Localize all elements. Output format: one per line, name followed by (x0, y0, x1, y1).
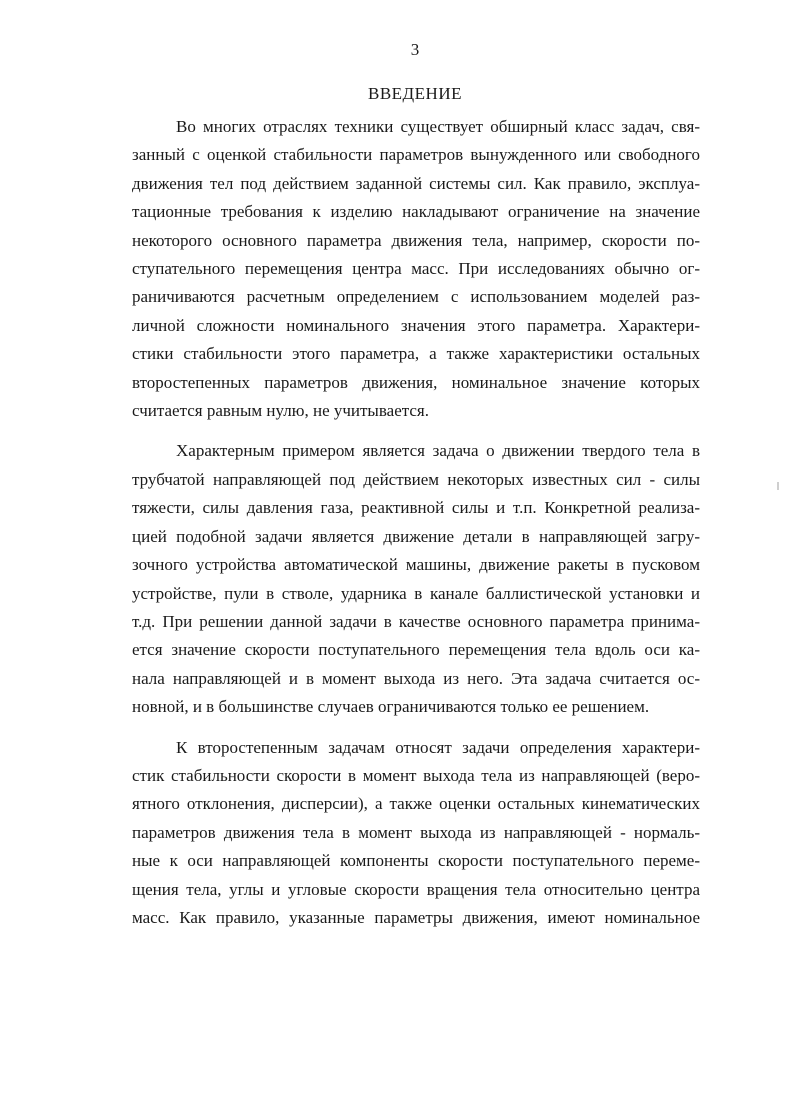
text-line: трубчатой направляющей под действием некоторых известных сил - силы (132, 469, 700, 489)
text-line: считается равным нулю, не учитывается. (132, 401, 430, 421)
text-line: Характерным примером является задача о движении твердого тела в (176, 441, 700, 461)
text-line: тационные требования к изделию накладывают ограничение на значение (132, 202, 700, 222)
page-number: 3 (410, 40, 420, 59)
text-line: занный с оценкой стабильности параметров вынужденного или свободного (132, 145, 700, 165)
text-line: ступательного перемещения центра масс. При исследованиях обычно ог- (132, 259, 700, 279)
paragraph (132, 437, 700, 721)
scan-artifact-mark (777, 482, 779, 490)
text-line: устройстве, пули в стволе, ударника в канале баллистической установки и (132, 583, 700, 603)
text-line: новной, и в большинстве случаев ограничиваются только ее решением. (132, 697, 650, 717)
text-line: стик стабильности скорости в момент выхода тела из направляющей (веро- (132, 765, 700, 785)
text-line: стики стабильности этого параметра, а также характеристики остальных (132, 344, 700, 364)
text-line: ные к оси направляющей компоненты скорости поступательного переме- (132, 851, 700, 871)
text-line: раничиваются расчетным определением с использованием моделей раз- (132, 287, 700, 307)
text-line: щения тела, углы и угловые скорости вращения тела относительно центра (132, 879, 700, 899)
text-line: ятного отклонения, дисперсии), а также оценки остальных кинематических (132, 794, 700, 814)
text-line: второстепенных параметров движения, номинальное значение которых (132, 372, 700, 392)
body-text (132, 113, 700, 932)
paragraph (132, 113, 700, 425)
text-line: движения тел под действием заданной системы сил. Как правило, эксплуа- (132, 173, 700, 193)
text-line: т.д. При решении данной задачи в качестве основного параметра принима- (132, 611, 700, 631)
text-line: ется значение скорости поступательного перемещения тела вдоль оси ка- (132, 640, 700, 660)
section-heading: ВВЕДЕНИЕ (368, 84, 462, 103)
paragraph (132, 734, 700, 933)
text-line: тяжести, силы давления газа, реактивной силы и т.п. Конкретной реализа- (132, 498, 700, 518)
text-line: параметров движения тела в момент выхода из направляющей - нормаль- (132, 822, 700, 842)
text-line: личной сложности номинального значения этого параметра. Характери- (132, 315, 700, 335)
text-line: цией подобной задачи является движение детали в направляющей загру- (132, 526, 700, 546)
text-line: некоторого основного параметра движения тела, например, скорости по- (132, 230, 700, 250)
text-line: зочного устройства автоматической машины, движение ракеты в пусковом (132, 555, 700, 575)
text-line: К второстепенным задачам относят задачи определения характери- (176, 737, 700, 757)
text-line: Во многих отраслях техники существует обширный класс задач, свя- (176, 117, 700, 136)
text-line: масс. Как правило, указанные параметры движения, имеют номинальное (132, 907, 700, 927)
text-line: нала направляющей и в момент выхода из него. Эта задача считается ос- (132, 668, 700, 688)
